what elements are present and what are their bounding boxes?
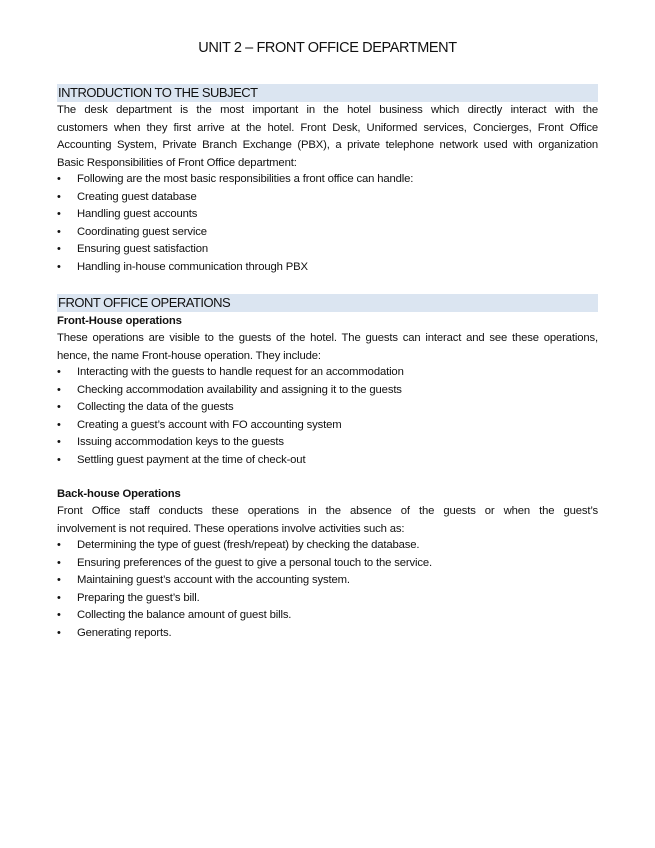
list-item: • Coordinating guest service bbox=[57, 224, 598, 242]
bullet-icon: • bbox=[57, 609, 61, 622]
bullet-icon: • bbox=[57, 401, 61, 414]
list-item: • Determining the type of guest (fresh/repeat) by checking the database. bbox=[57, 537, 598, 555]
back-house-bullet-list bbox=[57, 537, 598, 643]
list-item: • Maintaining guest’s account with the accounting system. bbox=[57, 572, 598, 590]
list-item: • Collecting the balance amount of guest bills. bbox=[57, 607, 598, 625]
list-item: • Collecting the data of the guests bbox=[57, 399, 598, 417]
front-house-subheading: Front-House operations bbox=[57, 315, 182, 327]
bullet-icon: • bbox=[57, 539, 61, 551]
list-item: • Issuing accommodation keys to the guests bbox=[57, 434, 598, 452]
list-item: • Ensuring guest satisfaction bbox=[57, 241, 598, 259]
list-item: • Creating guest database bbox=[57, 189, 598, 207]
front-house-line: hence, the name Front-house operation. They include: bbox=[57, 349, 321, 362]
section-heading-operations: FRONT OFFICE OPERATIONS bbox=[57, 294, 598, 312]
back-house-line: Front Office staff conducts these operations in the absence of the guests or when the guest’s bbox=[57, 505, 598, 517]
back-house-paragraph bbox=[57, 503, 598, 538]
bullet-icon: • bbox=[57, 556, 61, 569]
bullet-icon: • bbox=[57, 436, 61, 449]
list-item: • Handling guest accounts bbox=[57, 206, 598, 224]
list-item: • Checking accommodation availability and assigning it to the guests bbox=[57, 382, 598, 400]
bullet-icon: • bbox=[57, 243, 61, 256]
bullet-icon: • bbox=[57, 190, 61, 203]
bullet-icon: • bbox=[57, 574, 61, 587]
bullet-icon: • bbox=[57, 626, 61, 639]
list-item: • Generating reports. bbox=[57, 625, 598, 643]
bullet-icon: • bbox=[57, 225, 61, 238]
intro-line: customers when they first arrive at the hotel. Front Desk, Uniformed services, Concierges, Front Office bbox=[57, 121, 598, 134]
front-house-line: These operations are visible to the guests of the hotel. The guests can interact and see these operations, bbox=[57, 332, 598, 344]
list-item: • Creating a guest’s account with FO accounting system bbox=[57, 417, 598, 435]
intro-line: The desk department is the most important in the hotel business which directly interact with the bbox=[57, 104, 598, 116]
list-item: • Interacting with the guests to handle request for an accommodation bbox=[57, 364, 598, 382]
bullet-icon: • bbox=[57, 418, 61, 431]
list-item: • Handling in-house communication through PBX bbox=[57, 259, 598, 277]
bullet-icon: • bbox=[57, 208, 61, 221]
list-item: • Ensuring preferences of the guest to give a personal touch to the service. bbox=[57, 555, 598, 573]
intro-line: Basic Responsibilities of Front Office department: bbox=[57, 156, 297, 169]
list-item: • Settling guest payment at the time of check-out bbox=[57, 452, 598, 470]
intro-line: Accounting System, Private Branch Exchange (PBX), a private telephone network used with organization bbox=[57, 139, 598, 151]
bullet-icon: • bbox=[57, 366, 61, 378]
intro-bullet-list bbox=[57, 171, 598, 277]
section-heading-introduction: INTRODUCTION TO THE SUBJECT bbox=[57, 84, 598, 102]
intro-paragraph bbox=[57, 102, 598, 172]
list-item: • Preparing the guest’s bill. bbox=[57, 590, 598, 608]
back-house-subheading: Back-house Operations bbox=[57, 488, 181, 500]
bullet-icon: • bbox=[57, 260, 61, 273]
bullet-icon: • bbox=[57, 173, 61, 185]
front-house-paragraph bbox=[57, 330, 598, 365]
back-house-line: involvement is not required. These operations involve activities such as: bbox=[57, 522, 405, 535]
page-title: UNIT 2 – FRONT OFFICE DEPARTMENT bbox=[198, 40, 457, 56]
bullet-icon: • bbox=[57, 453, 61, 466]
bullet-icon: • bbox=[57, 591, 61, 604]
list-item: • Following are the most basic responsibilities a front office can handle: bbox=[57, 171, 598, 189]
front-house-bullet-list bbox=[57, 364, 598, 470]
bullet-icon: • bbox=[57, 383, 61, 396]
